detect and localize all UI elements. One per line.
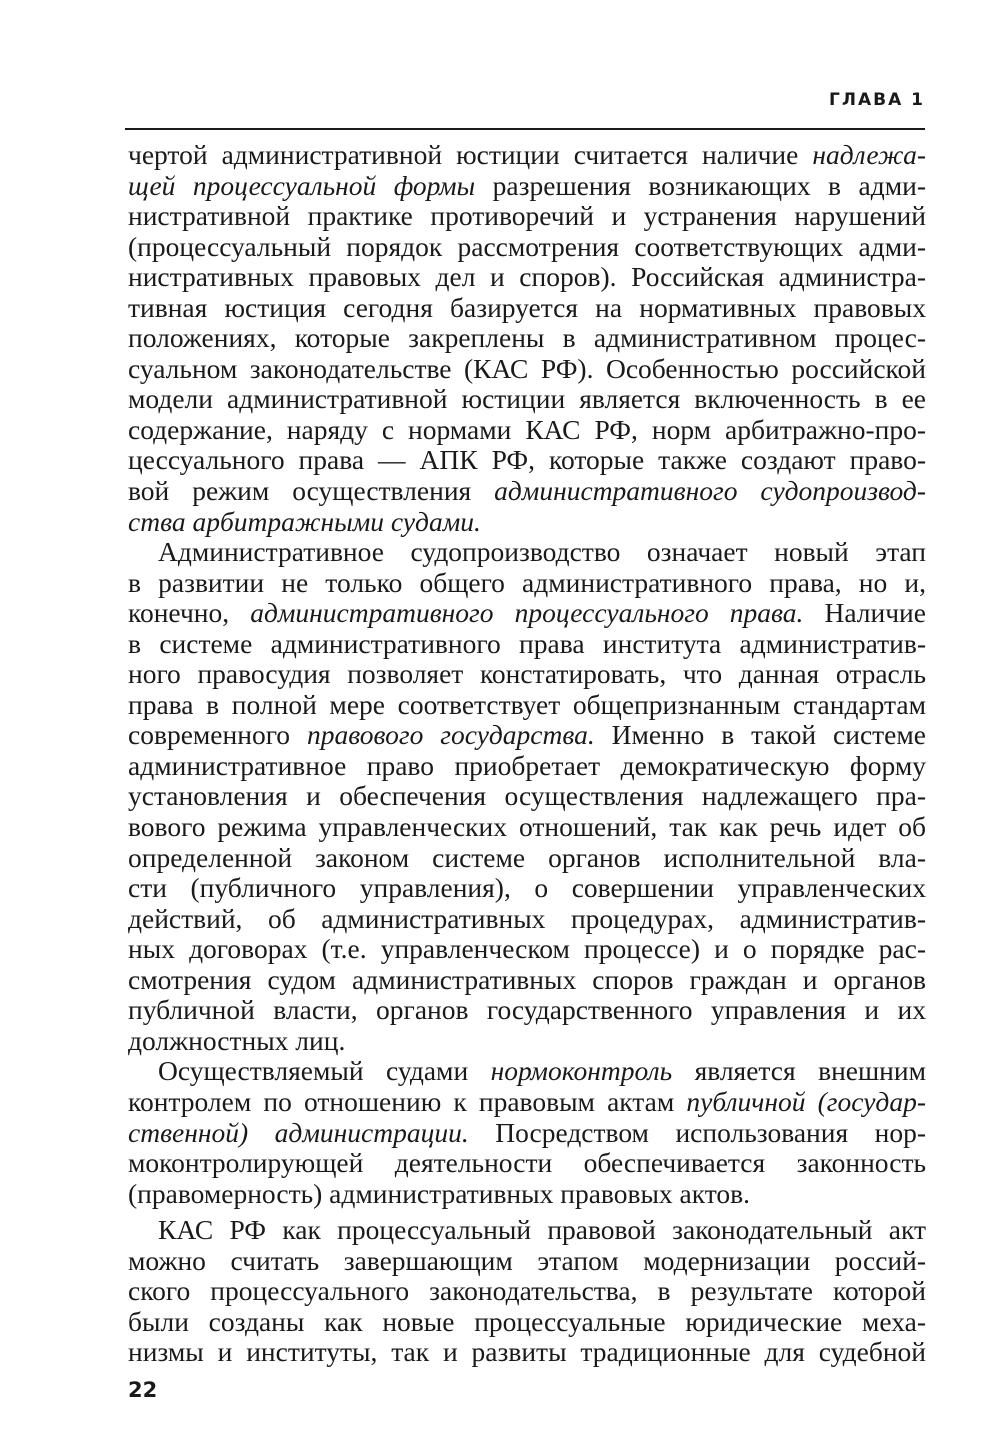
text-run: содержание, наряду с нормами КАС РФ, норм арбитражно-про- [128,413,926,445]
text-run: модели административной юстиции является включенность в ее [128,383,926,415]
text-run: положениях, которые закреплены в административном процес- [128,322,926,354]
text-line [128,262,926,293]
text-line [128,843,926,874]
text-line [128,171,926,202]
text-run: нистративной практике противоречий и устранения нарушений [128,200,926,232]
paragraph [128,1215,926,1368]
text-line [128,140,926,171]
text-line [128,1246,926,1277]
text-run: в развитии не только общего административного права, но и, [128,566,926,598]
text-line [128,1026,926,1057]
paragraph [128,537,926,1056]
text-run: тивная юстиция сегодня базируется на нормативных правовых [128,291,926,323]
italic-run: административного судопроизвод- [494,475,926,507]
text-line [128,1337,926,1368]
text-line [128,598,926,629]
italic-run: правового государства. [306,719,595,751]
text-run: права в полной мере соответствует общепризнанным стандартам [128,688,926,720]
text-line [128,1087,926,1118]
text-run: Осуществляемый судами [158,1055,491,1087]
text-run: цессуального права — АПК РФ, которые также создают право- [128,444,926,476]
text-run: (процессуальный порядок рассмотрения соответствующих адми- [128,230,926,262]
text-run: ного правосудия позволяет констатировать, что данная отрасль [128,658,926,690]
text-run: можно считать завершающим этапом модернизации россий- [128,1244,926,1276]
text-run: ных договорах (т.е. управленческом процессе) и о порядке рас- [128,933,926,965]
text-line [128,476,926,507]
text-line [128,781,926,812]
text-run: (правомерность) административных правовых актов. [128,1177,751,1209]
text-run: Именно в такой системе [594,719,926,751]
italic-run: надлежа- [812,139,926,170]
body-text [128,140,926,1368]
text-line [128,445,926,476]
italic-run: публичной (государ- [686,1085,926,1117]
text-run: вового режима управленческих отношений, так как речь идет об [128,811,926,843]
text-run: Посредством использования нор- [468,1116,927,1148]
text-run: современного [128,719,307,751]
text-line [128,720,926,751]
text-line [128,934,926,965]
text-line [128,507,926,538]
text-run: вой режим осуществления [128,475,495,507]
text-line [128,1307,926,1338]
text-run: были созданы как новые процессуальные юридические меха- [128,1305,926,1337]
paragraph [128,1056,926,1209]
text-line [128,323,926,354]
text-run: административное право приобретает демократическую форму [128,749,926,781]
italic-run: ства арбитражными судами. [128,505,481,537]
text-line [128,659,926,690]
text-line [128,995,926,1026]
page-number: 22 [128,1378,158,1402]
text-run: низмы и институты, так и развиты традиционные для судебной [128,1336,926,1368]
text-line [128,415,926,446]
text-line [128,1215,926,1246]
text-run: установления и обеспечения осуществления надлежащего пра- [128,780,926,812]
text-run: контролем по отношению к правовым актам [128,1085,687,1117]
text-line [128,354,926,385]
text-run: чертой административной юстиции считается наличие [128,139,813,170]
text-run: Наличие [803,597,926,629]
text-run: КАС РФ как процессуальный правовой законодательный акт [158,1214,926,1246]
text-run: действий, об административных процедурах, административ- [128,902,926,934]
italic-run: ственной) администрации. [128,1116,469,1148]
text-line [128,1276,926,1307]
text-line [128,1056,926,1087]
text-line [128,629,926,660]
text-run: Административное судопроизводство означает новый этап [158,536,926,568]
text-run: должностных лиц. [128,1024,346,1056]
text-run: определенной законом системе органов исполнительной вла- [128,841,926,873]
italic-run: административного процессуального права. [250,597,804,629]
text-line [128,812,926,843]
text-line [128,873,926,904]
text-line [128,904,926,935]
text-line [128,384,926,415]
italic-run: нормоконтроль [490,1055,673,1087]
text-run: публичной власти, органов государственного управления и их [128,994,926,1026]
paragraph [128,140,926,537]
text-run: является внешним [672,1055,926,1087]
text-line [128,751,926,782]
text-run: моконтролирующей деятельности обеспечивается законность [128,1147,926,1179]
text-line [128,965,926,996]
text-line [128,1148,926,1179]
text-run: нистративных правовых дел и споров). Российская администра- [128,261,926,293]
text-line [128,201,926,232]
text-run: суальном законодательстве (КАС РФ). Особенностью российской [128,352,926,384]
text-run: сти (публичного управления), о совершении управленческих [128,872,926,904]
text-line [128,232,926,263]
text-run: конечно, [128,597,251,629]
italic-run: щей процессуальной формы [128,169,476,201]
text-line [128,568,926,599]
text-line [128,537,926,568]
text-run: смотрения судом административных споров граждан и органов [128,963,926,995]
text-line [128,1179,926,1210]
text-run: в системе административного права института административ- [128,627,926,659]
running-head: ГЛАВА 1 [829,90,925,110]
header-rule [125,128,925,130]
text-line [128,1118,926,1149]
text-line [128,690,926,721]
text-run: разрешения возникающих в адми- [475,169,926,201]
text-run: ского процессуального законодательства, в результате которой [128,1275,926,1307]
text-line [128,293,926,324]
